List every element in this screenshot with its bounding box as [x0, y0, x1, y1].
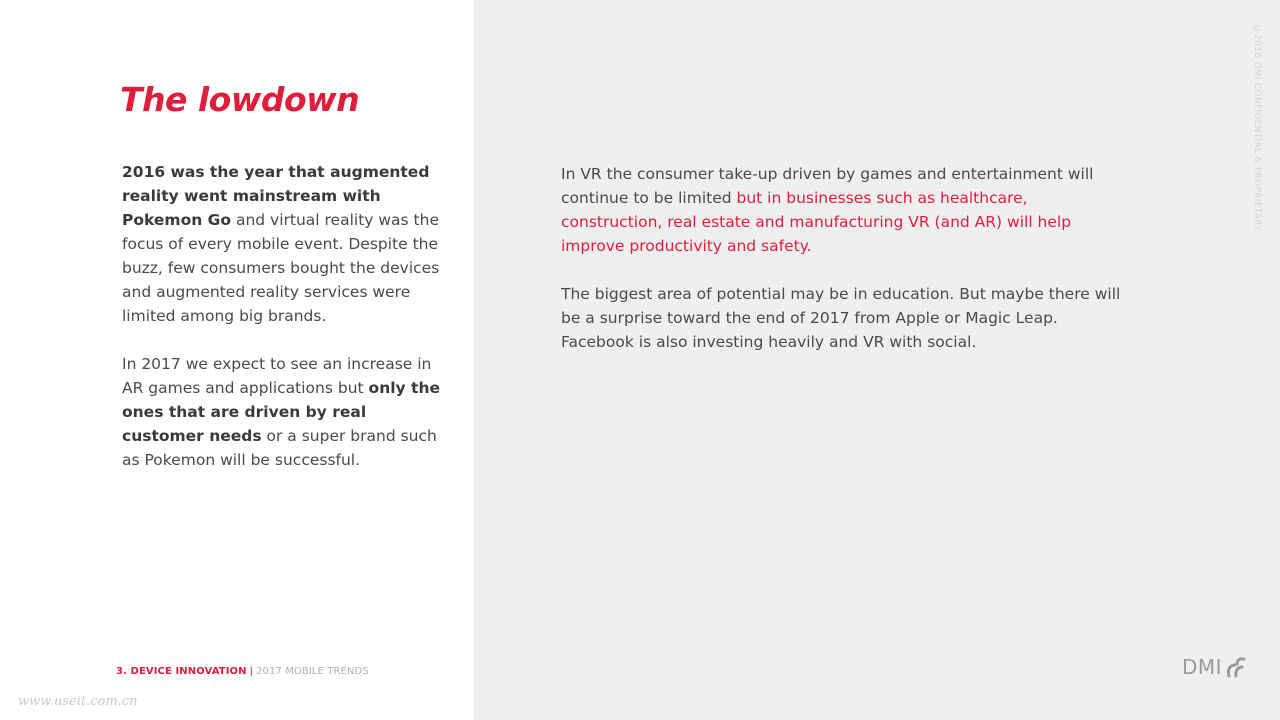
right-p1-normal: In VR the consumer take-up driven by games and entertainment will continue to be limited — [561, 165, 1094, 207]
footer — [116, 666, 369, 677]
right-paragraph-2: The biggest area of potential may be in education. But maybe there will be a surprise toward the end of 2017 from Apple or Magic Leap. Facebook is also investing heavily and VR with social. — [561, 285, 1121, 351]
right-p1-highlight: but in businesses such as healthcare, construction, real estate and manufacturing VR (and AR) will help improve productivity and safety. — [561, 189, 1072, 255]
footer-section: 3. DEVICE INNOVATION — [116, 666, 247, 677]
watermark: www.useit.com.cn — [18, 694, 138, 709]
footer-separator: | — [249, 666, 254, 677]
footer-report: 2017 MOBILE TRENDS — [256, 666, 369, 677]
left-p2-start: In 2017 we expect to see an increase in AR games and applications but — [122, 355, 432, 397]
right-column — [561, 162, 1121, 378]
left-p1-bold: 2016 was the year that augmented reality went mainstream with Pokemon Go — [122, 163, 430, 229]
left-p2-bold: only the ones that are driven by real customer needs — [122, 379, 440, 445]
left-paragraph-2 — [122, 352, 452, 472]
left-p1-rest: and virtual reality was the focus of every mobile event. Despite the buzz, few consumers bought the devices and augmented reality services were limited among big brands. — [122, 211, 440, 325]
left-p2-end: or a super brand such as Pokemon will be successful. — [122, 427, 437, 469]
dmi-swirl-mark-icon — [1225, 656, 1247, 678]
logo-text: DMI — [1182, 655, 1223, 679]
dmi-logo — [1182, 655, 1247, 679]
left-column — [122, 160, 452, 496]
right-paragraph-1 — [561, 162, 1121, 258]
copyright-notice: ©2016 DMI CONFIDENTIAL & PROPRIETARY — [1252, 24, 1262, 232]
left-paragraph-1 — [122, 160, 452, 328]
slide-title: The lowdown — [120, 80, 360, 119]
